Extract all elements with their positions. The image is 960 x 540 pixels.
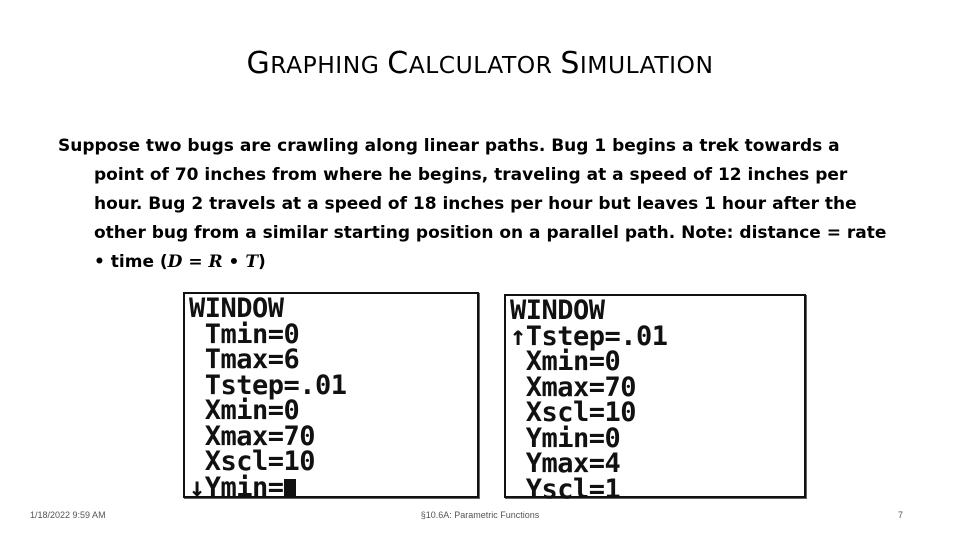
calc1-line: Xscl=10 xyxy=(189,446,316,477)
calc1-last-line: ↓Ymin= xyxy=(189,475,473,501)
calc1-line: Tmin=0 xyxy=(189,318,300,350)
footer-date: 1/18/2022 9:59 AM xyxy=(30,510,106,520)
problem-text xyxy=(58,132,888,277)
slide-title xyxy=(0,46,960,81)
calc1-line: Tstep=.01 xyxy=(189,369,347,401)
calc1-line: Xmin=0 xyxy=(189,395,300,426)
calc2-line: WINDOW xyxy=(510,295,605,326)
calc2-line: Xmax=70 xyxy=(510,371,637,403)
footer-page-number: 7 xyxy=(897,510,903,520)
calc2-line: ↑Tstep=.01 xyxy=(510,320,668,352)
distance-formula: D = R • T xyxy=(167,252,258,272)
cursor-block-icon xyxy=(284,479,296,497)
calculator-window-screen-1 xyxy=(183,292,479,503)
calc2-line: Xmin=0 xyxy=(510,346,621,377)
problem-text-main: Suppose two bugs are crawling along linear paths. Bug 1 begins a trek towards a point of 70 inches from where he begins, traveling at a speed of 12 inches per hour. Bug 2 travels at a speed of 18 inches per hour but leaves 1 hour after the other bug from a similar starting position on a parallel path. Note: distance = rate • time ( xyxy=(58,136,887,272)
calc1-line: Xmax=70 xyxy=(189,420,316,452)
problem-text-close: ) xyxy=(257,252,266,272)
calc2-line: Ymax=4 xyxy=(510,448,621,479)
calc1-line: Tmax=6 xyxy=(189,344,300,375)
title-word-3: SIMULATION xyxy=(560,46,714,81)
footer-section: §10.6A: Parametric Functions xyxy=(420,510,540,520)
title-word-1: GRAPHING xyxy=(246,46,388,81)
calc2-line: Yscl=1 xyxy=(510,473,621,505)
calc1-line: WINDOW xyxy=(189,293,284,324)
calculator-window-screen-2 xyxy=(504,294,806,505)
title-word-2: CALCULATOR xyxy=(387,46,561,81)
calc2-line: Ymin=0 xyxy=(510,422,621,454)
calc2-line: Xscl=10 xyxy=(510,397,637,428)
